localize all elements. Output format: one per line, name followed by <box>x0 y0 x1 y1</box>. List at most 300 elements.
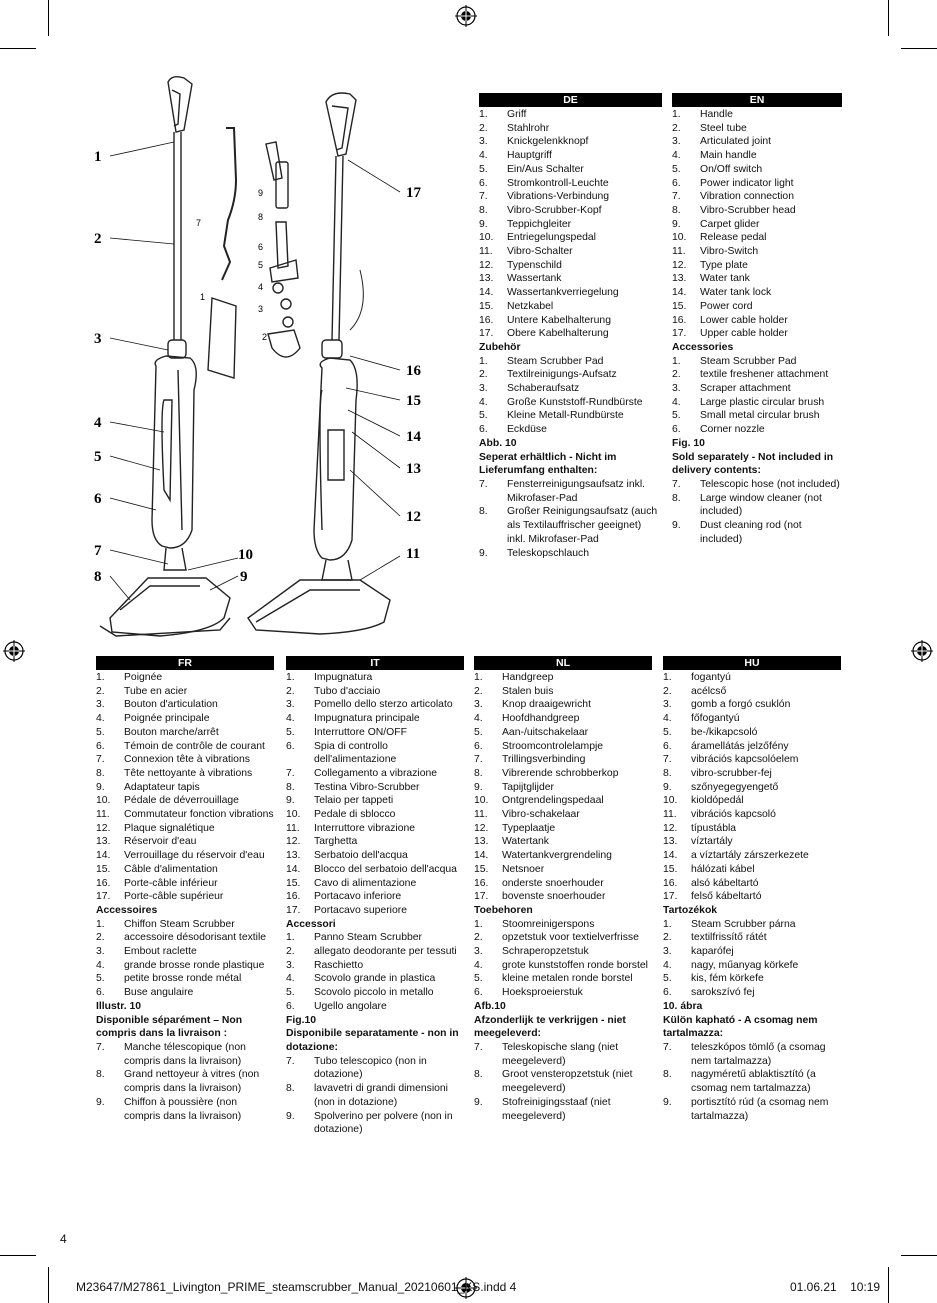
crop-mark <box>48 0 49 36</box>
item-number: 10. <box>479 232 494 244</box>
item-text: Tête nettoyante à vibrations <box>124 767 253 779</box>
item-text: Schraperopzetstuk <box>502 946 589 958</box>
item-number: 5. <box>479 410 488 422</box>
list-item <box>663 972 841 986</box>
list-item <box>286 931 464 945</box>
item-text: Schaberaufsatz <box>507 383 580 395</box>
item-text: Testina Vibro-Scrubber <box>314 781 420 793</box>
item-text: Scovolo grande in plastica <box>314 973 436 985</box>
language-header: IT <box>286 656 464 670</box>
item-number: 13. <box>663 836 678 848</box>
list-item <box>96 877 274 891</box>
list-item <box>286 1055 464 1082</box>
list-item <box>479 505 662 546</box>
item-number: 5. <box>474 726 483 738</box>
callout-label: 10 <box>238 547 253 563</box>
item-text: acélcső <box>691 685 727 697</box>
figure-reference: Abb. 10 <box>479 437 517 449</box>
item-text: Plaque signalétique <box>124 822 215 834</box>
list-item <box>479 218 662 232</box>
list-item <box>96 767 274 781</box>
item-text: Watertank <box>502 836 549 848</box>
item-number: 12. <box>663 822 678 834</box>
item-text: opzetstuk voor textielverfrisse <box>502 932 639 944</box>
item-number: 9. <box>663 1096 672 1108</box>
item-text: grande brosse ronde plastique <box>124 959 265 971</box>
list-item <box>672 368 842 382</box>
item-number: 4. <box>479 150 488 162</box>
list-item <box>672 190 842 204</box>
list-item <box>286 767 464 781</box>
accessory-label: 5 <box>258 260 264 270</box>
item-number: 1. <box>96 672 105 683</box>
item-text: Telaio per tappeti <box>314 795 394 807</box>
list-item <box>663 986 841 1000</box>
item-text: Bouton d'articulation <box>124 699 218 711</box>
list-item <box>286 794 464 808</box>
list-item <box>479 409 662 423</box>
accessory-label: 8 <box>258 212 264 222</box>
item-number: 5. <box>474 973 483 985</box>
list-item <box>474 918 652 932</box>
item-text: Release pedal <box>700 232 767 244</box>
item-text: Stalen buis <box>502 685 554 697</box>
list-item <box>474 767 652 781</box>
list-item <box>474 986 652 1000</box>
list-item <box>479 204 662 218</box>
accessories-heading: Zubehör <box>479 341 521 353</box>
item-number: 6. <box>479 177 488 189</box>
list-item <box>286 698 464 712</box>
callout-label: 5 <box>94 449 102 465</box>
item-number: 7. <box>672 478 681 490</box>
item-number: 2. <box>286 685 295 697</box>
item-number: 3. <box>286 699 295 711</box>
item-text: Large plastic circular brush <box>700 396 825 408</box>
item-text: felső kábeltartó <box>691 891 762 903</box>
item-text: Pedale di sblocco <box>314 809 396 821</box>
item-text: Stofreinigingsstaaf (niet meegeleverd) <box>502 1096 611 1122</box>
item-text: grote kunststoffen ronde borstel <box>502 959 648 971</box>
item-text: Porte-câble inférieur <box>124 877 218 889</box>
item-number: 3. <box>663 699 672 711</box>
item-text: lavavetri di grandi dimensioni (non in dotazione) <box>314 1083 448 1108</box>
item-number: 2. <box>672 122 681 134</box>
figure-reference: Illustr. 10 <box>96 1000 142 1012</box>
item-number: 9. <box>479 547 488 559</box>
sold-separately-heading: Seperat erhältlich - Nicht im Lieferumfang enthalten: <box>479 451 617 477</box>
list-item <box>672 286 842 300</box>
item-text: főfogantyú <box>691 713 740 725</box>
item-text: Embout raclette <box>124 946 197 958</box>
item-number: 3. <box>672 383 681 395</box>
item-text: Collegamento a vibrazione <box>314 767 438 779</box>
item-text: szőnyegegyengető <box>691 781 779 793</box>
item-number: 6. <box>479 424 488 436</box>
item-text: gomb a forgó csuklón <box>691 699 791 711</box>
item-text: Scovolo piccolo in metallo <box>314 987 434 999</box>
item-number: 9. <box>286 795 295 807</box>
item-text: Câble d'alimentation <box>124 863 218 875</box>
item-number: 1. <box>474 672 483 683</box>
list-item <box>672 245 842 259</box>
item-text: kleine metalen ronde borstel <box>502 973 633 985</box>
item-text: Connexion tête à vibrations <box>124 754 250 766</box>
list-item <box>672 382 842 396</box>
list-item <box>286 1110 464 1137</box>
item-text: áramellátás jelzőfény <box>691 740 789 752</box>
handle-shape <box>326 93 356 156</box>
item-number: 2. <box>663 685 672 697</box>
list-item <box>474 781 652 795</box>
crop-mark <box>888 1267 889 1303</box>
item-text: Hoofdhandgreep <box>502 713 580 725</box>
item-number: 17. <box>474 891 489 903</box>
callout-label: 7 <box>94 543 102 559</box>
item-text: Panno Steam Scrubber <box>314 932 423 944</box>
item-text: Vibro-Schalter <box>507 246 573 258</box>
item-text: Teppichgleiter <box>507 218 572 230</box>
item-text: Handle <box>700 109 733 120</box>
registration-mark-icon <box>3 640 25 662</box>
item-number: 2. <box>672 369 681 381</box>
item-text: Main handle <box>700 150 757 162</box>
item-number: 4. <box>663 713 672 725</box>
section-en <box>672 93 842 547</box>
list-item <box>479 368 662 382</box>
item-text: Wassertank <box>507 273 562 285</box>
list-item <box>479 259 662 273</box>
item-number: 12. <box>96 822 111 834</box>
item-number: 8. <box>96 767 105 779</box>
list-item <box>672 163 842 177</box>
list-item <box>286 849 464 863</box>
language-header: NL <box>474 656 652 670</box>
item-text: Poignée <box>124 672 163 683</box>
item-text: Stroomcontrolelampje <box>502 740 604 752</box>
list-item <box>479 300 662 314</box>
item-number: 5. <box>96 973 105 985</box>
item-number: 3. <box>286 959 295 971</box>
item-text: Chiffon Steam Scrubber <box>124 918 235 930</box>
list-item <box>96 740 274 754</box>
item-text: Telescopic hose (not included) <box>700 478 840 490</box>
language-header: EN <box>672 93 842 107</box>
crop-mark <box>0 1255 36 1256</box>
list-item <box>96 863 274 877</box>
callout-label: 13 <box>406 461 421 477</box>
item-number: 1. <box>672 355 681 367</box>
section-fr <box>96 656 274 1123</box>
list-item <box>479 355 662 369</box>
item-text: Chiffon à poussière (non compris dans la livraison) <box>124 1096 242 1122</box>
callout-label: 1 <box>94 149 102 165</box>
list-item <box>474 1096 652 1123</box>
item-text: Articulated joint <box>700 136 772 148</box>
item-number: 6. <box>672 424 681 436</box>
item-text: Bouton marche/arrêt <box>124 726 219 738</box>
list-item <box>286 685 464 699</box>
list-item <box>663 849 841 863</box>
item-number: 16. <box>96 877 111 889</box>
list-item <box>96 945 274 959</box>
accessories-heading: Tartozékok <box>663 904 718 916</box>
item-number: 11. <box>663 809 677 821</box>
accessories-heading: Accessori <box>286 918 336 930</box>
item-number: 9. <box>672 218 681 230</box>
item-number: 3. <box>663 946 672 958</box>
item-number: 17. <box>663 891 678 903</box>
callout-label: 17 <box>406 185 421 201</box>
item-number: 1. <box>286 932 295 944</box>
list-item <box>663 945 841 959</box>
item-text: Vibro-Scrubber head <box>700 204 796 216</box>
item-number: 9. <box>286 1110 295 1122</box>
item-text: a víztartály zárszerkezete <box>691 850 809 862</box>
item-text: Porte-câble supérieur <box>124 891 224 903</box>
item-text: Eckdüse <box>507 424 547 436</box>
footer-date: 01.06.21 <box>790 1280 837 1294</box>
item-text: Steam Scrubber Pad <box>700 355 797 367</box>
list-item <box>672 231 842 245</box>
footer-time: 10:19 <box>850 1280 881 1294</box>
figure-reference: Fig.10 <box>286 1014 317 1026</box>
item-number: 7. <box>474 1041 483 1053</box>
item-number: 7. <box>474 754 483 766</box>
list-item <box>663 698 841 712</box>
item-text: Steam Scrubber párna <box>691 918 796 930</box>
item-number: 4. <box>479 396 488 408</box>
list-item <box>96 986 274 1000</box>
item-text: Manche télescopique (non compris dans la livraison) <box>124 1041 246 1067</box>
list-item <box>96 890 274 904</box>
item-number: 4. <box>474 959 483 971</box>
item-text: be-/kikapcsoló <box>691 726 758 738</box>
item-text: Scraper attachment <box>700 383 791 395</box>
item-number: 8. <box>474 1069 483 1081</box>
list-item <box>286 726 464 740</box>
item-text: Impugnatura principale <box>314 713 420 725</box>
item-text: Knop draaigewricht <box>502 699 591 711</box>
item-number: 5. <box>286 726 295 738</box>
list-item <box>479 177 662 191</box>
list-item <box>474 877 652 891</box>
figure-reference: Fig. 10 <box>672 437 705 449</box>
section-nl <box>474 656 652 1123</box>
list-item <box>672 218 842 232</box>
list-item <box>663 1041 841 1068</box>
item-text: Textilreinigungs-Aufsatz <box>507 369 617 381</box>
list-item <box>663 726 841 740</box>
item-text: Hoeksproeierstuk <box>502 987 583 999</box>
list-item <box>474 1041 652 1068</box>
item-number: 7. <box>286 1055 295 1067</box>
item-text: vibrációs kapcsolóelem <box>691 754 799 766</box>
accessory-label: 2 <box>262 332 268 342</box>
list-item <box>96 685 274 699</box>
item-number: 1. <box>663 918 672 930</box>
item-text: Type plate <box>700 259 748 271</box>
list-item <box>474 794 652 808</box>
item-number: 3. <box>474 946 483 958</box>
item-number: 2. <box>663 932 672 944</box>
list-item <box>663 808 841 822</box>
list-item <box>286 808 464 822</box>
crop-mark <box>48 1267 49 1303</box>
item-text: Grand nettoyeur à vitres (non compris dans la livraison) <box>124 1069 260 1095</box>
item-text: accessoire désodorisant textile <box>124 932 267 944</box>
list-item <box>672 478 842 492</box>
list-item <box>474 671 652 685</box>
list-item <box>286 890 464 904</box>
item-number: 13. <box>96 836 111 848</box>
item-number: 3. <box>474 699 483 711</box>
callout-label: 3 <box>94 331 102 347</box>
list-item <box>479 286 662 300</box>
item-number: 8. <box>672 204 681 216</box>
item-number: 2. <box>96 685 105 697</box>
item-number: 16. <box>663 877 678 889</box>
item-text: Power indicator light <box>700 177 794 189</box>
item-number: 3. <box>672 136 681 148</box>
page-number: 4 <box>60 1232 67 1246</box>
item-text: Vibration connection <box>700 191 794 203</box>
item-number: 1. <box>672 109 681 120</box>
item-number: 4. <box>672 150 681 162</box>
section-hu <box>663 656 841 1123</box>
list-item <box>672 314 842 328</box>
list-item <box>663 835 841 849</box>
item-text: Griff <box>507 109 527 120</box>
item-number: 8. <box>663 767 672 779</box>
item-number: 6. <box>663 740 672 752</box>
list-item <box>286 835 464 849</box>
list-item <box>663 767 841 781</box>
item-text: textile freshener attachment <box>700 369 829 381</box>
item-number: 4. <box>286 713 295 725</box>
language-header: DE <box>479 93 662 107</box>
list-item <box>663 822 841 836</box>
callout-label: 2 <box>94 231 102 247</box>
list-item <box>286 740 464 767</box>
item-number: 6. <box>474 740 483 752</box>
item-text: Commutateur fonction vibrations <box>124 809 274 821</box>
item-text: bovenste snoerhouder <box>502 891 606 903</box>
item-text: Power cord <box>700 300 753 312</box>
list-item <box>663 1096 841 1123</box>
item-number: 14. <box>96 850 111 862</box>
item-number: 13. <box>672 273 687 285</box>
item-text: kaparófej <box>691 946 734 958</box>
list-item <box>663 931 841 945</box>
list-item <box>474 740 652 754</box>
list-item <box>286 972 464 986</box>
item-text: Teleskopschlauch <box>507 547 590 559</box>
list-item <box>479 149 662 163</box>
item-text: Pomello dello sterzo articolato <box>314 699 453 711</box>
item-number: 3. <box>479 136 488 148</box>
list-item <box>672 204 842 218</box>
item-text: Handgreep <box>502 672 554 683</box>
item-text: típustábla <box>691 822 737 834</box>
sold-separately-heading: Külön kapható - A csomag nem tartalmazza: <box>663 1014 818 1040</box>
item-text: allegato deodorante per tessuti <box>314 946 457 958</box>
item-number: 8. <box>96 1069 105 1081</box>
item-number: 7. <box>672 191 681 203</box>
item-number: 4. <box>663 959 672 971</box>
item-text: Adaptateur tapis <box>124 781 200 793</box>
list-item <box>479 231 662 245</box>
item-text: Ugello angolare <box>314 1000 387 1012</box>
list-item <box>672 122 842 136</box>
item-text: Tube en acier <box>124 685 188 697</box>
item-number: 8. <box>479 506 488 518</box>
item-text: sarokszívó fej <box>691 987 755 999</box>
item-number: 3. <box>479 383 488 395</box>
item-text: Großer Reinigungsaufsatz (auch als Textilauffrischer geeignet) inkl. Mikrofaser-Pad <box>507 506 658 545</box>
item-number: 2. <box>474 685 483 697</box>
list-item <box>474 835 652 849</box>
list-item <box>474 726 652 740</box>
item-number: 8. <box>479 204 488 216</box>
list-item <box>96 959 274 973</box>
item-text: Steel tube <box>700 122 747 134</box>
item-number: 9. <box>672 520 681 532</box>
item-text: Water tank <box>700 273 750 285</box>
list-item <box>474 931 652 945</box>
callout-label: 6 <box>94 491 102 507</box>
list-item <box>96 918 274 932</box>
item-text: Vibrerende schrobberkop <box>502 767 619 779</box>
item-number: 7. <box>286 767 295 779</box>
item-number: 6. <box>96 987 105 999</box>
list-item <box>96 726 274 740</box>
item-text: teleszkópos tömlő (a csomag nem tartalmazza) <box>691 1041 826 1067</box>
item-number: 1. <box>663 672 672 683</box>
footer-filename: M23647/M27861_Livington_PRIME_steamscrubber_Manual_20210601_KS.indd 4 <box>76 1280 517 1294</box>
item-text: Vibro-Switch <box>700 246 759 258</box>
item-number: 16. <box>474 877 489 889</box>
crop-mark <box>901 48 937 49</box>
item-number: 9. <box>474 1096 483 1108</box>
item-number: 10. <box>96 795 111 807</box>
item-number: 8. <box>286 1083 295 1095</box>
list-item <box>479 272 662 286</box>
item-number: 8. <box>286 781 295 793</box>
item-number: 11. <box>672 246 686 258</box>
item-text: Tubo d'acciaio <box>314 685 381 697</box>
list-item <box>96 931 274 945</box>
list-item <box>474 822 652 836</box>
callout-label: 12 <box>406 509 421 525</box>
item-number: 14. <box>479 287 494 299</box>
item-text: Corner nozzle <box>700 424 765 436</box>
list-item <box>286 712 464 726</box>
list-item <box>672 259 842 273</box>
list-item <box>474 849 652 863</box>
item-number: 8. <box>663 1069 672 1081</box>
item-number: 11. <box>479 246 493 258</box>
section-it <box>286 656 464 1137</box>
item-text: Impugnatura <box>314 672 373 683</box>
list-item <box>286 863 464 877</box>
sold-separately-heading: Afzonderlijk te verkrijgen - niet meegeleverd: <box>474 1014 626 1040</box>
item-number: 15. <box>672 300 687 312</box>
item-number: 9. <box>96 1096 105 1108</box>
figure-reference: Afb.10 <box>474 1000 506 1012</box>
item-number: 7. <box>479 191 488 203</box>
item-number: 6. <box>672 177 681 189</box>
